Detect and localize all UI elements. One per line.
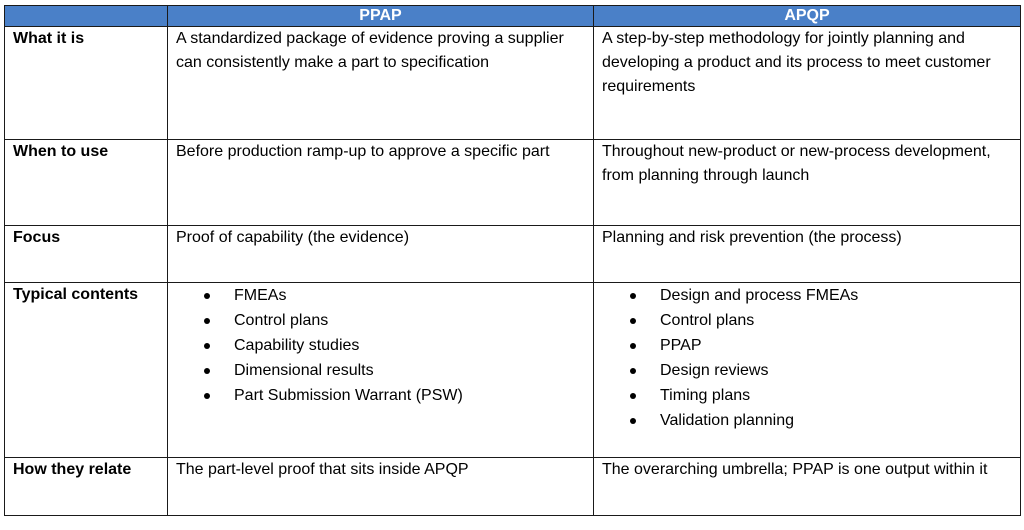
row-label-what-it-is: What it is [5,27,168,140]
list-item: Validation planning [660,408,1012,433]
header-ppap: PPAP [168,6,594,27]
cell-ppap-focus: Proof of capability (the evidence) [168,226,594,283]
list-item: Design reviews [660,358,1012,383]
comparison-table-container [4,5,1021,516]
cell-ppap-when-to-use: Before production ramp-up to approve a specific part [168,140,594,226]
row-label-how-they-relate: How they relate [5,458,168,516]
header-blank-cell [5,6,168,27]
list-item: Dimensional results [234,358,585,383]
list-item: Timing plans [660,383,1012,408]
cell-apqp-typical-contents [594,283,1021,458]
list-item: Part Submission Warrant (PSW) [234,383,585,408]
list-item: Capability studies [234,333,585,358]
table-row-typical-contents [5,283,1021,458]
ppap-contents-list [176,283,585,408]
row-label-when-to-use: When to use [5,140,168,226]
row-label-focus: Focus [5,226,168,283]
list-item: Design and process FMEAs [660,283,1012,308]
table-row-how-they-relate [5,458,1021,516]
table-row-what-it-is [5,27,1021,140]
cell-apqp-when-to-use: Throughout new-product or new-process development, from planning through launch [594,140,1021,226]
cell-apqp-focus: Planning and risk prevention (the process) [594,226,1021,283]
list-item: Control plans [660,308,1012,333]
list-item: PPAP [660,333,1012,358]
header-row [5,6,1021,27]
cell-ppap-how-they-relate: The part-level proof that sits inside APQP [168,458,594,516]
row-label-typical-contents: Typical contents [5,283,168,458]
cell-ppap-typical-contents [168,283,594,458]
header-apqp: APQP [594,6,1021,27]
cell-ppap-what-it-is: A standardized package of evidence proving a supplier can consistently make a part to specification [168,27,594,140]
ppap-apqp-comparison-table [4,5,1021,516]
list-item: FMEAs [234,283,585,308]
table-row-when-to-use [5,140,1021,226]
list-item: Control plans [234,308,585,333]
cell-apqp-what-it-is: A step-by-step methodology for jointly planning and developing a product and its process to meet customer requirements [594,27,1021,140]
apqp-contents-list [602,283,1012,433]
cell-apqp-how-they-relate: The overarching umbrella; PPAP is one output within it [594,458,1021,516]
table-row-focus [5,226,1021,283]
